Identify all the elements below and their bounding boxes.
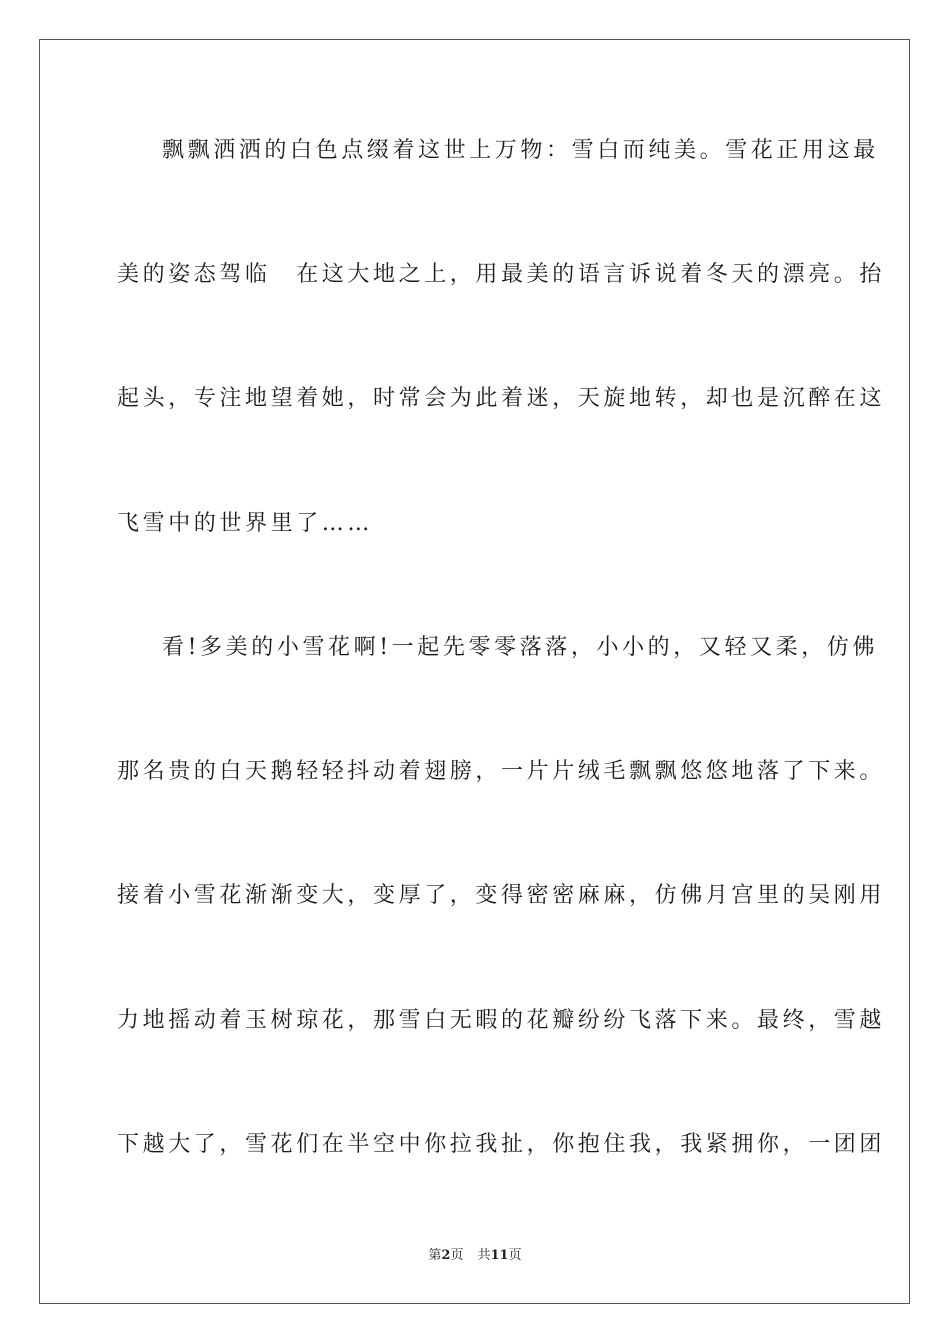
paragraph-1-line-4: 飞雪中的世界里了…… — [117, 511, 374, 536]
page-prefix: 第 — [428, 1248, 442, 1263]
page-border — [39, 39, 910, 1304]
total-pages: 11 — [490, 1248, 509, 1263]
page-suffix: 页 — [450, 1248, 464, 1263]
paragraph-2-line-1: 看!多美的小雪花啊!一起先零零落落，小小的，又轻又柔，仿佛 — [162, 635, 879, 660]
paragraph-1-line-2: 美的姿态驾临 在这大地之上，用最美的语言诉说着冬天的漂亮。抬 — [117, 262, 886, 287]
paragraph-1-line-1: 飘飘洒洒的白色点缀着这世上万物：雪白而纯美。雪花正用这最 — [162, 138, 879, 163]
total-prefix: 共 — [477, 1248, 491, 1263]
total-suffix: 页 — [508, 1248, 522, 1263]
paragraph-1-line-3: 起头，专注地望着她，时常会为此着迷，天旋地转，却也是沉醉在这 — [117, 386, 886, 411]
page-number: 2 — [441, 1248, 451, 1263]
paragraph-2-line-2: 那名贵的白天鹅轻轻抖动着翅膀，一片片绒毛飘飘悠悠地落了下来。 — [117, 759, 886, 784]
page-footer — [0, 1247, 950, 1265]
paragraph-2-line-3: 接着小雪花渐渐变大，变厚了，变得密密麻麻，仿佛月宫里的吴刚用 — [117, 883, 886, 908]
paragraph-2-line-5: 下越大了，雪花们在半空中你拉我扯，你抱住我，我紧拥你，一团团 — [117, 1132, 886, 1157]
paragraph-2-line-4: 力地摇动着玉树琼花，那雪白无暇的花瓣纷纷飞落下来。最终，雪越 — [117, 1008, 886, 1033]
